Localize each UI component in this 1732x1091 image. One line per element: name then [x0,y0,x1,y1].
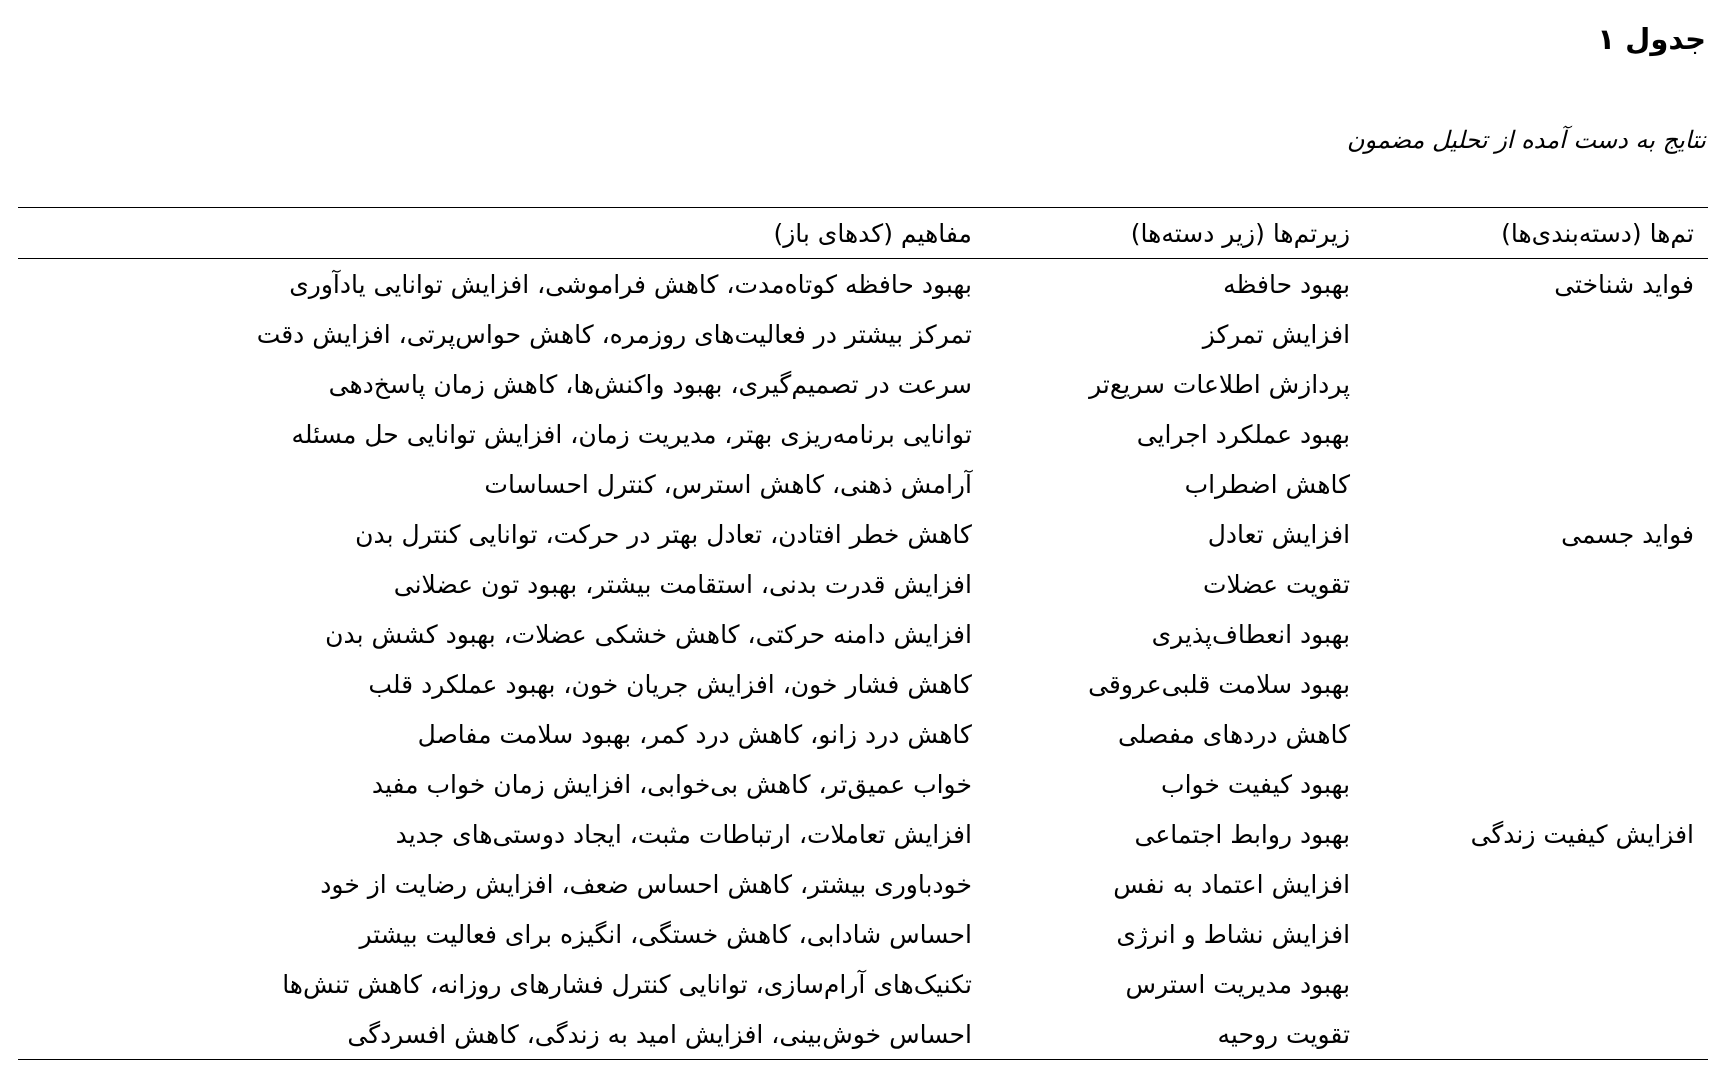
table-row [18,359,1708,409]
cell-theme [1350,959,1708,1009]
cell-concepts: افزایش تعاملات، ارتباطات مثبت، ایجاد دوستی‌های جدید [395,819,972,849]
cell-concepts: تمرکز بیشتر در فعالیت‌های روزمره، کاهش حواس‌پرتی، افزایش دقت [256,319,972,349]
cell-theme: افزایش کیفیت زندگی [1470,819,1694,849]
cell-subtheme: کاهش اضطراب [1184,469,1351,499]
table-row [18,509,1708,559]
cell-subtheme: بهبود حافظه [1223,269,1351,299]
table-row [18,559,1708,609]
cell-subtheme: تقویت عضلات [1203,569,1351,599]
table-row [18,309,1708,359]
header-theme: تم‌ها (دسته‌بندی‌ها) [1350,208,1708,259]
cell-theme [1350,1009,1708,1060]
cell-theme [1350,309,1708,359]
table-row [18,409,1708,459]
cell-subtheme: بهبود مدیریت استرس [1125,969,1351,999]
cell-subtheme: بهبود کیفیت خواب [1161,769,1351,799]
cell-subtheme: بهبود روابط اجتماعی [1134,819,1351,849]
table-header-row [18,208,1708,259]
table-row [18,259,1708,310]
cell-theme [1350,409,1708,459]
cell-subtheme: بهبود سلامت قلبی‌عروقی [1088,669,1351,699]
cell-concepts: کاهش خطر افتادن، تعادل بهتر در حرکت، توانایی کنترل بدن [355,519,972,549]
cell-theme: فواید شناختی [1554,269,1694,299]
cell-subtheme: افزایش اعتماد به نفس [1113,869,1351,899]
cell-subtheme: پردازش اطلاعات سریع‌تر [1089,369,1351,399]
cell-theme [1350,709,1708,759]
table-row [18,709,1708,759]
cell-concepts: کاهش درد زانو، کاهش درد کمر، بهبود سلامت مفاصل [417,719,972,749]
cell-theme [1350,609,1708,659]
cell-concepts: توانایی برنامه‌ریزی بهتر، مدیریت زمان، افزایش توانایی حل مسئله [291,419,972,449]
cell-subtheme: تقویت روحیه [972,1009,1350,1060]
cell-subtheme: افزایش نشاط و انرژی [1116,919,1351,949]
cell-concepts: افزایش دامنه حرکتی، کاهش خشکی عضلات، بهبود کشش بدن [325,619,972,649]
cell-subtheme: افزایش تمرکز [1202,319,1351,349]
cell-concepts: افزایش قدرت بدنی، استقامت بیشتر، بهبود تون عضلانی [393,569,972,599]
cell-concepts: تکنیک‌های آرام‌سازی، توانایی کنترل فشارهای روزانه، کاهش تنش‌ها [282,969,972,999]
cell-concepts: بهبود حافظه کوتاه‌مدت، کاهش فراموشی، افزایش توانایی یادآوری [289,269,972,299]
cell-theme: فواید جسمی [1561,519,1694,549]
cell-subtheme: افزایش تعادل [1207,519,1351,549]
table-row [18,909,1708,959]
cell-theme [1350,559,1708,609]
table-row [18,659,1708,709]
table-row [18,809,1708,859]
table-row [18,859,1708,909]
cell-theme [1350,909,1708,959]
cell-subtheme: بهبود عملکرد اجرایی [1136,419,1351,449]
cell-theme [1350,359,1708,409]
themes-table [18,207,1708,1060]
document-page [18,0,1708,1091]
cell-subtheme: کاهش دردهای مفصلی [1118,719,1351,749]
cell-concepts: احساس شادابی، کاهش خستگی، انگیزه برای فعالیت بیشتر [359,919,972,949]
cell-theme [1350,859,1708,909]
cell-theme [1350,759,1708,809]
table-row [18,759,1708,809]
cell-concepts: کاهش فشار خون، افزایش جریان خون، بهبود عملکرد قلب [368,669,972,699]
table-number: جدول ۱ [1597,22,1706,56]
cell-concepts: خودباوری بیشتر، کاهش احساس ضعف، افزایش رضایت از خود [320,869,972,899]
table-row [18,959,1708,1009]
cell-theme [1350,659,1708,709]
table-row [18,1009,1708,1060]
table-row [18,609,1708,659]
table-row [18,459,1708,509]
header-subtheme: زیرتم‌ها (زیر دسته‌ها) [972,208,1350,259]
cell-concepts: سرعت در تصمیم‌گیری، بهبود واکنش‌ها، کاهش زمان پاسخ‌دهی [328,369,972,399]
cell-concepts: احساس خوش‌بینی، افزایش امید به زندگی، کاهش افسردگی [18,1009,972,1060]
cell-subtheme: بهبود انعطاف‌پذیری [1151,619,1351,649]
header-concepts: مفاهیم (کدهای باز) [18,208,972,259]
table-caption: نتایج به دست آمده از تحلیل مضمون [1346,126,1706,154]
cell-concepts: خواب عمیق‌تر، کاهش بی‌خوابی، افزایش زمان خواب مفید [371,769,972,799]
cell-theme [1350,459,1708,509]
table-body [18,259,1708,1060]
cell-concepts: آرامش ذهنی، کاهش استرس، کنترل احساسات [484,469,972,499]
